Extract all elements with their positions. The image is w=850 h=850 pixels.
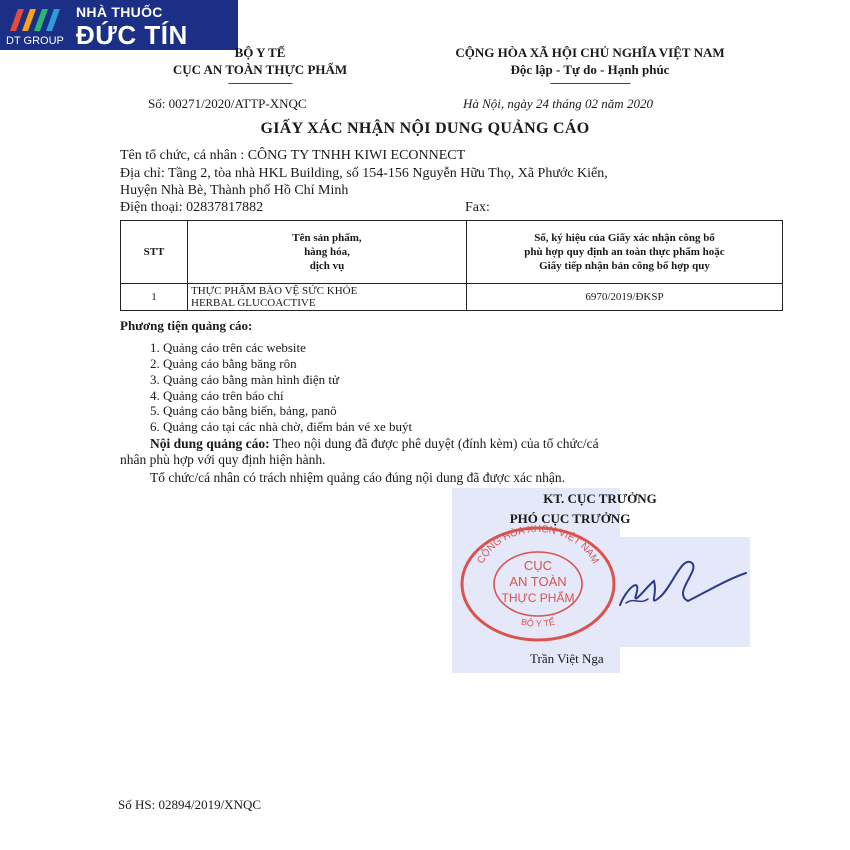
media-heading: Phương tiện quảng cáo: (120, 318, 253, 333)
official-stamp-icon (452, 522, 622, 642)
content-text: Theo nội dung đã được phê duyệt (đính kèm) của tổ chức/cá (269, 436, 599, 451)
organization-address-line2: Huyện Nhà Bè, Thành phố Hồ Chí Minh (120, 183, 349, 198)
header-stt: STT (121, 221, 188, 284)
stamp-text: AN TOÀN (509, 574, 567, 589)
organization-address-line1: Địa chỉ: Tầng 2, tòa nhà HKL Building, số 154-156 Nguyễn Hữu Thọ, Xã Phước Kiển, (120, 166, 608, 181)
svg-text:BỘ Y TẾ (520, 617, 556, 629)
media-item: 2. Quảng cáo bằng băng rôn (150, 356, 297, 371)
stamp-text: CỤC (523, 558, 553, 573)
brand-top-line: NHÀ THUỐC (76, 4, 163, 20)
media-item: 4. Quảng cáo trên báo chí (150, 388, 284, 403)
brand-name: ĐỨC TÍN (76, 20, 188, 50)
signatory-title: KT. CỤC TRƯỞNG (543, 491, 657, 506)
organization-fax: Fax: (465, 200, 490, 215)
handwritten-signature-icon (612, 545, 752, 625)
responsibility-note: Tổ chức/cá nhân có trách nhiệm quảng cáo đúng nội dung đã được xác nhận. (150, 470, 566, 485)
file-number: Số HS: 02894/2019/XNQC (118, 797, 262, 812)
media-item: 5. Quảng cáo bằng biển, bảng, panô (150, 403, 337, 418)
row-certificate: 6970/2019/ĐKSP (467, 284, 783, 311)
stamp-bottom-text: BỘ Y TẾ (520, 616, 556, 629)
motto-underline: ------------------------------ (550, 77, 630, 89)
row-product: THỰC PHẨM BẢO VỆ SỨC KHỎE HERBAL GLUCOACTIVE (188, 284, 467, 311)
content-label: Nội dung quảng cáo: (150, 436, 270, 451)
product-table (120, 220, 783, 311)
table-row (121, 284, 783, 311)
document-title: GIẤY XÁC NHẬN NỘI DUNG QUẢNG CÁO (260, 120, 590, 137)
agency-name: CỤC AN TOÀN THỰC PHẨM (172, 62, 348, 77)
document-number: Số: 00271/2020/ATTP-XNQC (148, 96, 307, 111)
pharmacy-logo-icon (8, 5, 64, 33)
country-name: CỘNG HÒA XÃ HỘI CHỦ NGHĨA VIỆT NAM (455, 45, 725, 60)
content-text-continued: nhân phù hợp với quy định hiện hành. (120, 452, 326, 467)
content-paragraph (150, 436, 599, 452)
media-item: 1. Quảng cáo trên các website (150, 340, 306, 355)
agency-underline: ------------------------ (228, 77, 292, 89)
media-item: 6. Quảng cáo tại các nhà chờ, điểm bán vé xe buýt (150, 419, 413, 434)
media-item: 3. Quảng cáo bằng màn hình điện tử (150, 372, 340, 387)
organization-name: Tên tổ chức, cá nhân : CÔNG TY TNHH KIWI ECONNECT (120, 148, 466, 163)
signatory-position: PHÓ CỤC TRƯỞNG (509, 511, 631, 526)
document-date: Hà Nội, ngày 24 tháng 02 năm 2020 (463, 96, 653, 111)
stamp-ring-text: CỘNG HÒA XHCN VIỆT NAM (475, 523, 601, 566)
ministry-name: BỘ Y TẾ (234, 45, 286, 60)
signatory-name: Trần Việt Nga (530, 651, 604, 666)
brand-group-label: DT GROUP (6, 35, 64, 47)
organization-phone: Điện thoại: 02837817882 (120, 200, 264, 215)
row-stt: 1 (121, 284, 188, 311)
stamp-text: THỰC PHẨM (501, 591, 575, 605)
header-certificate: Số, ký hiệu của Giấy xác nhận công bố phù hợp quy định an toàn thực phẩm hoặc Giấy tiếp nhận bản công bố hợp quy (467, 221, 783, 284)
national-motto: Độc lập - Tự do - Hạnh phúc (510, 62, 670, 77)
table-header-row (121, 221, 783, 284)
header-product: Tên sản phẩm, hàng hóa, dịch vụ (188, 221, 467, 284)
